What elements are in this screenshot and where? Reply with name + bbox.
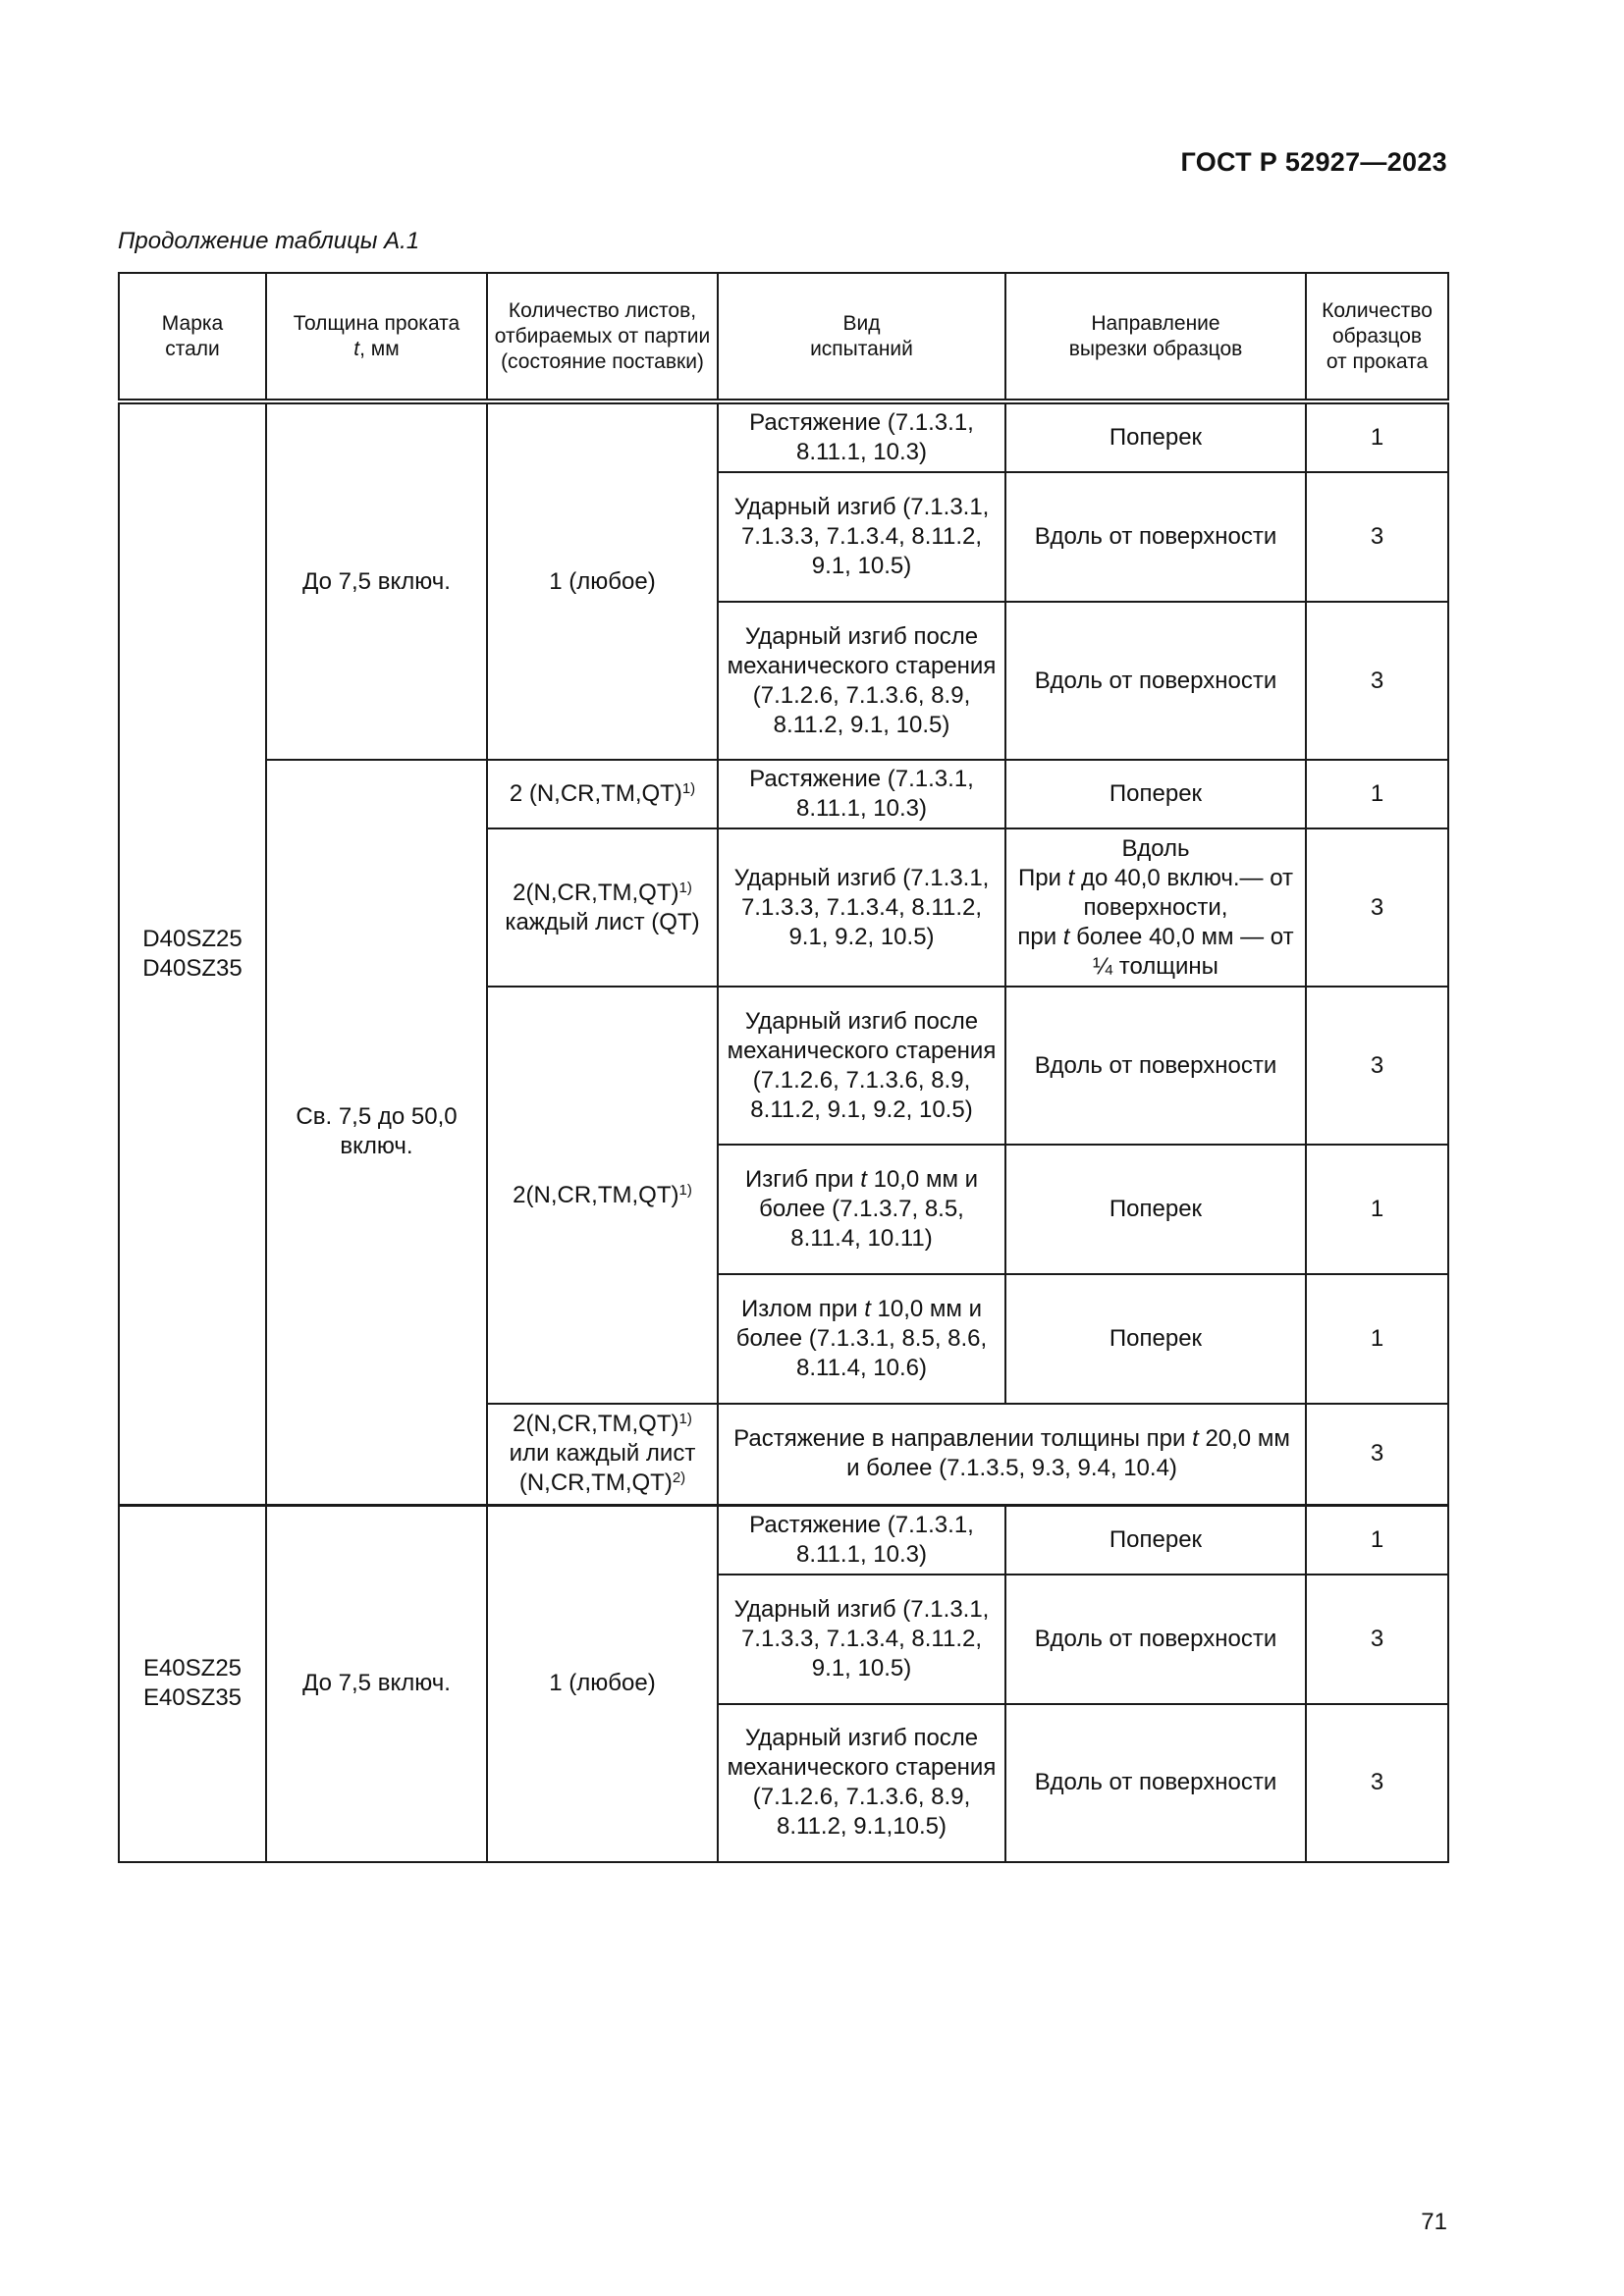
cell-direction: Вдоль от поверхности	[1005, 987, 1306, 1145]
cell-quantity: 1	[1306, 1274, 1448, 1404]
page-number: 71	[1421, 2209, 1447, 2235]
table-row	[119, 760, 1448, 828]
col-header-direction: Направление вырезки образцов	[1005, 273, 1306, 401]
cell-sheets: 2 $(N,CR,TM,QT)^{1)}$	[487, 760, 718, 828]
cell-thickness: До 7,5 включ.	[266, 1505, 487, 1862]
cell-direction: Вдоль от поверхности	[1005, 1704, 1306, 1862]
cell-test: Изгиб при t 10,0 мм и более (7.1.3.7, 8.5, 8.11.4, 10.11)	[718, 1145, 1005, 1274]
cell-grade-e: E40SZ25 E40SZ35	[119, 1505, 266, 1862]
cell-direction: Вдоль от поверхности	[1005, 602, 1306, 760]
cell-test: Ударный изгиб после механического старения (7.1.2.6, 7.1.3.6, 8.9, 8.11.2, 9.1,10.5)	[718, 1704, 1005, 1862]
col-header-sheets: Количество листов, отбираемых от партии (состояние поставки)	[487, 273, 718, 401]
cell-direction: Вдоль При t до 40,0 включ.— от поверхности, при t более 40,0 мм — от ¼ толщины	[1005, 828, 1306, 987]
cell-test: Ударный изгиб (7.1.3.1, 7.1.3.3, 7.1.3.4, 8.11.2, 9.1, 9.2, 10.5)	[718, 828, 1005, 987]
cell-test-through-thickness: Растяжение в направлении толщины при t 20,0 мм и более (7.1.3.5, 9.3, 9.4, 10.4)	[718, 1404, 1306, 1505]
requirements-table	[118, 272, 1449, 1863]
cell-quantity: 3	[1306, 602, 1448, 760]
col-header-test-type: Вид испытаний	[718, 273, 1005, 401]
cell-quantity: 1	[1306, 760, 1448, 828]
cell-quantity: 1	[1306, 1505, 1448, 1575]
cell-test: Излом при t 10,0 мм и более (7.1.3.1, 8.5, 8.6, 8.11.4, 10.6)	[718, 1274, 1005, 1404]
cell-direction: Поперек	[1005, 401, 1306, 472]
cell-sheets: $2(N,CR,TM,QT)^{1)}$	[487, 987, 718, 1404]
cell-direction: Поперек	[1005, 1505, 1306, 1575]
table-header-row	[119, 273, 1448, 401]
table-row	[119, 1505, 1448, 1575]
cell-test: Растяжение (7.1.3.1, 8.11.1, 10.3)	[718, 1505, 1005, 1575]
cell-quantity: 3	[1306, 1404, 1448, 1505]
cell-sheets: 1 (любое)	[487, 401, 718, 760]
cell-quantity: 3	[1306, 472, 1448, 602]
cell-grade-d: D40SZ25 D40SZ35	[119, 401, 266, 1505]
cell-quantity: 1	[1306, 401, 1448, 472]
cell-test: Ударный изгиб (7.1.3.1, 7.1.3.3, 7.1.3.4, 8.11.2, 9.1, 10.5)	[718, 1575, 1005, 1704]
cell-thickness: Св. 7,5 до 50,0 включ.	[266, 760, 487, 1505]
cell-test: Ударный изгиб после механического старения (7.1.2.6, 7.1.3.6, 8.9, 8.11.2, 9.1, 10.5)	[718, 602, 1005, 760]
cell-quantity: 3	[1306, 1704, 1448, 1862]
col-header-grade: Марка стали	[119, 273, 266, 401]
cell-test: Растяжение (7.1.3.1, 8.11.1, 10.3)	[718, 760, 1005, 828]
cell-quantity: 3	[1306, 1575, 1448, 1704]
table-row	[119, 401, 1448, 472]
cell-sheets: $2(N,CR,TM,QT)^{1)}$ каждый лист (QT)	[487, 828, 718, 987]
cell-direction: Вдоль от поверхности	[1005, 1575, 1306, 1704]
cell-quantity: 3	[1306, 987, 1448, 1145]
cell-test: Ударный изгиб после механического старения (7.1.2.6, 7.1.3.6, 8.9, 8.11.2, 9.1, 9.2, 10.5)	[718, 987, 1005, 1145]
cell-direction: Поперек	[1005, 760, 1306, 828]
cell-sheets: $2(N,CR,TM,QT)^{1)}$ или каждый лист $(N,CR,TM,QT)^{2)}$	[487, 1404, 718, 1505]
cell-sheets: 1 (любое)	[487, 1505, 718, 1862]
cell-quantity: 3	[1306, 828, 1448, 987]
document-code: ГОСТ Р 52927—2023	[1180, 147, 1447, 177]
cell-direction: Вдоль от поверхности	[1005, 472, 1306, 602]
col-header-quantity: Количество образцов от проката	[1306, 273, 1448, 401]
cell-quantity: 1	[1306, 1145, 1448, 1274]
cell-direction: Поперек	[1005, 1274, 1306, 1404]
cell-test: Растяжение (7.1.3.1, 8.11.1, 10.3)	[718, 401, 1005, 472]
cell-test: Ударный изгиб (7.1.3.1, 7.1.3.3, 7.1.3.4, 8.11.2, 9.1, 10.5)	[718, 472, 1005, 602]
cell-thickness: До 7,5 включ.	[266, 401, 487, 760]
cell-direction: Поперек	[1005, 1145, 1306, 1274]
table-caption: Продолжение таблицы А.1	[118, 228, 420, 254]
col-header-thickness: Толщина проката t, мм	[266, 273, 487, 401]
